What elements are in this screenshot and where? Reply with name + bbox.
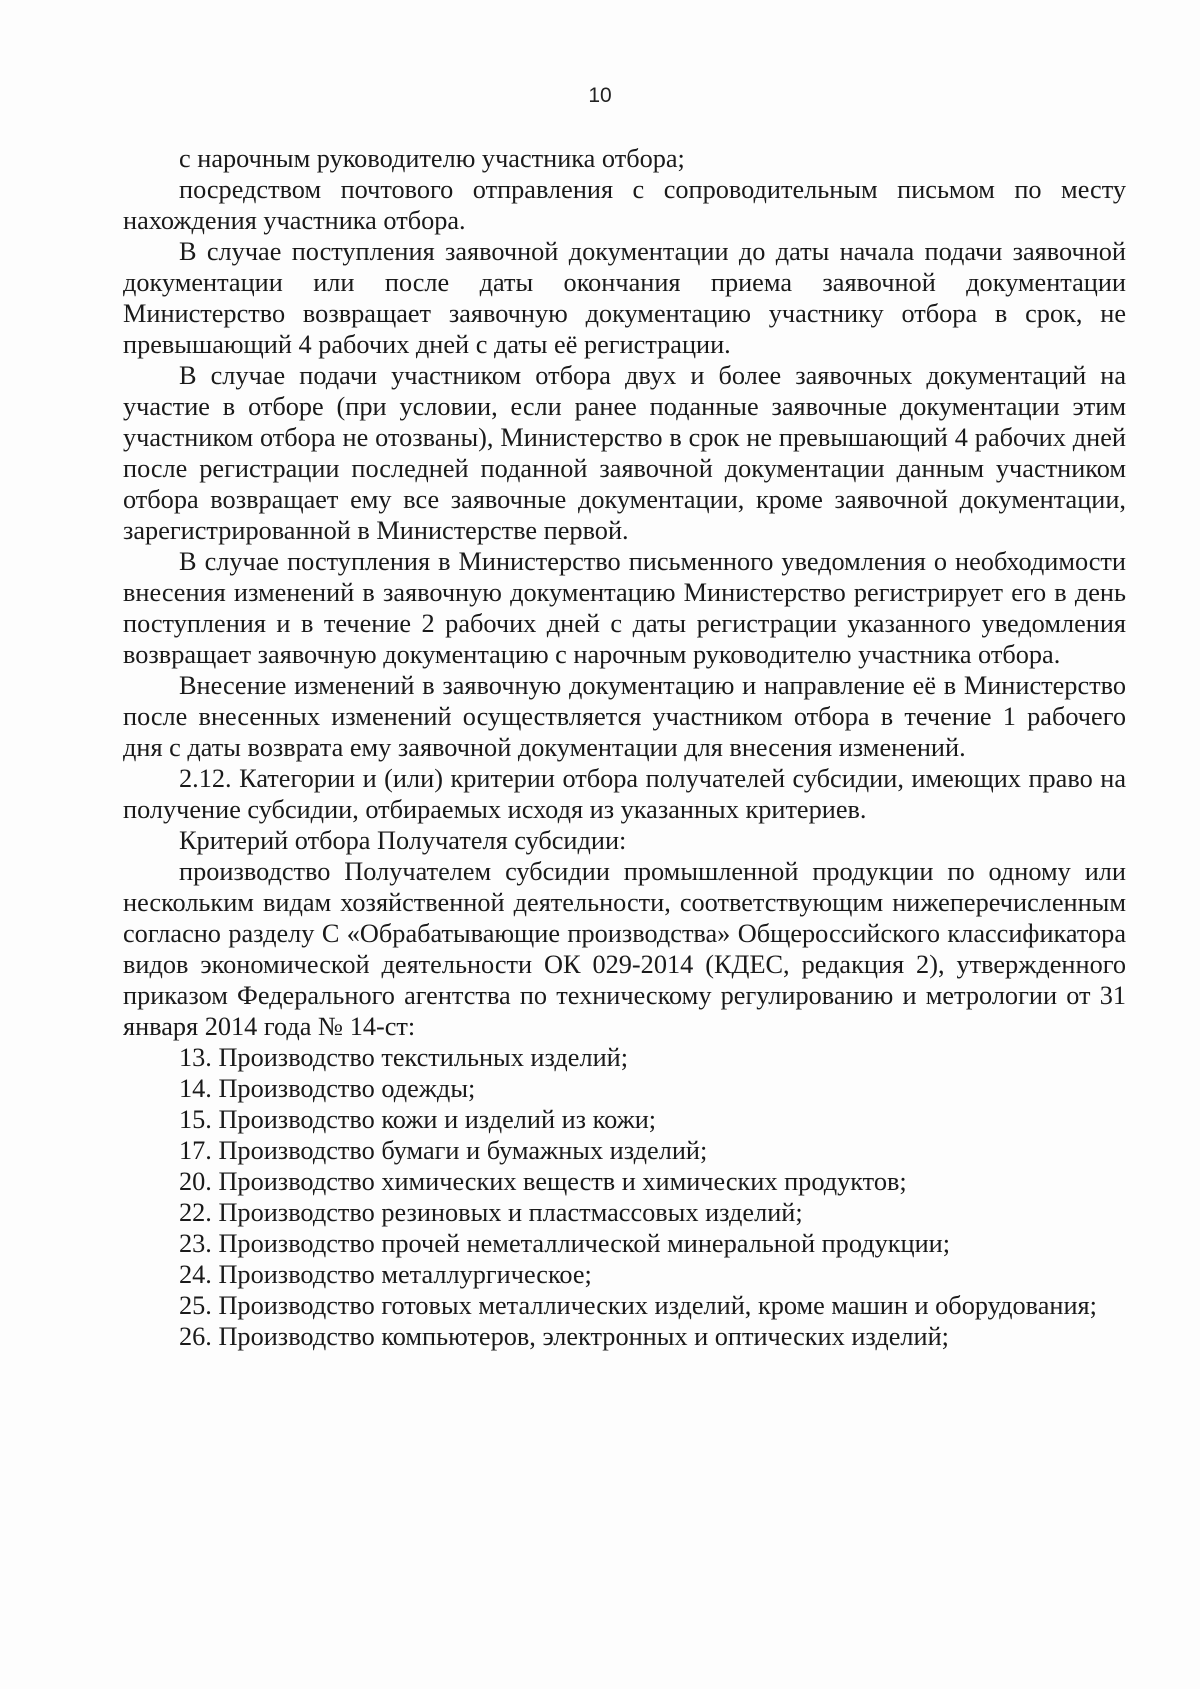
paragraph-delivery-by-mail: посредством почтового отправления с сопроводительным письмом по месту нахождения участника отбора. (123, 175, 1126, 235)
list-item-okved-20: 20. Производство химических веществ и химических продуктов; (179, 1167, 907, 1196)
list-item-okved-14: 14. Производство одежды; (179, 1074, 476, 1103)
list-item-okved-24: 24. Производство металлургическое; (179, 1260, 592, 1289)
paragraph-delivery-by-courier: с нарочным руководителю участника отбора; (179, 144, 685, 173)
list-item-okved-23: 23. Производство прочей неметаллической минеральной продукции; (179, 1229, 951, 1258)
list-item-okved-17: 17. Производство бумаги и бумажных изделий; (179, 1136, 708, 1165)
paragraph-criterion-description: производство Получателем субсидии промышленной продукции по одному или нескольким видам хозяйственной деятельности, соответствующим нижеперечисленным согласно разделу С «Обрабатывающие производства» Общероссийского классификатора видов экономической деятельности ОК 029-2014 (КДЕС, редакция 2), утвержденного приказом Федерального агентства по техническому регулированию и метрологии от 31 января 2014 года № 14-ст: (123, 857, 1126, 1041)
paragraph-multiple-submissions: В случае подачи участником отбора двух и более заявочных документаций на участие в отборе (при условии, если ранее поданные заявочные документации этим участником отбора не отозваны), Министерство в срок не превышающий 4 рабочих дней после регистрации последней поданной заявочной документации данным участником отбора возвращает ему все заявочные документации, кроме заявочной документации, зарегистрированной в Министерстве первой. (123, 361, 1126, 545)
list-item-okved-15: 15. Производство кожи и изделий из кожи; (179, 1105, 657, 1134)
page-number: 10 (588, 84, 612, 107)
list-item-okved-22: 22. Производство резиновых и пластмассовых изделий; (179, 1198, 803, 1227)
document-body (123, 143, 1126, 1352)
list-item-okved-13: 13. Производство текстильных изделий; (179, 1043, 629, 1072)
list-item-okved-26: 26. Производство компьютеров, электронных и оптических изделий; (179, 1322, 949, 1351)
section-2-12-heading: 2.12. Категории и (или) критерии отбора получателей субсидии, имеющих право на получение субсидии, отбираемых исходя из указанных критериев. (123, 764, 1126, 824)
paragraph-resubmission: Внесение изменений в заявочную документацию и направление её в Министерство после внесенных изменений осуществляется участником отбора в течение 1 рабочего дня с даты возврата ему заявочной документации для внесения изменений. (123, 671, 1126, 762)
paragraph-change-notice: В случае поступления в Министерство письменного уведомления о необходимости внесения изменений в заявочную документацию Министерство регистрирует его в день поступления и в течение 2 рабочих дней с даты регистрации указанного уведомления возвращает заявочную документацию с нарочным руководителю участника отбора. (123, 547, 1126, 669)
list-item-okved-25: 25. Производство готовых металлических изделий, кроме машин и оборудования; (179, 1291, 1097, 1320)
paragraph-criterion-title: Критерий отбора Получателя субсидии: (179, 826, 627, 855)
paragraph-return-out-of-period: В случае поступления заявочной документации до даты начала подачи заявочной документации или после даты окончания приема заявочной документации Министерство возвращает заявочную документацию участнику отбора в срок, не превышающий 4 рабочих дней с даты её регистрации. (123, 237, 1126, 359)
